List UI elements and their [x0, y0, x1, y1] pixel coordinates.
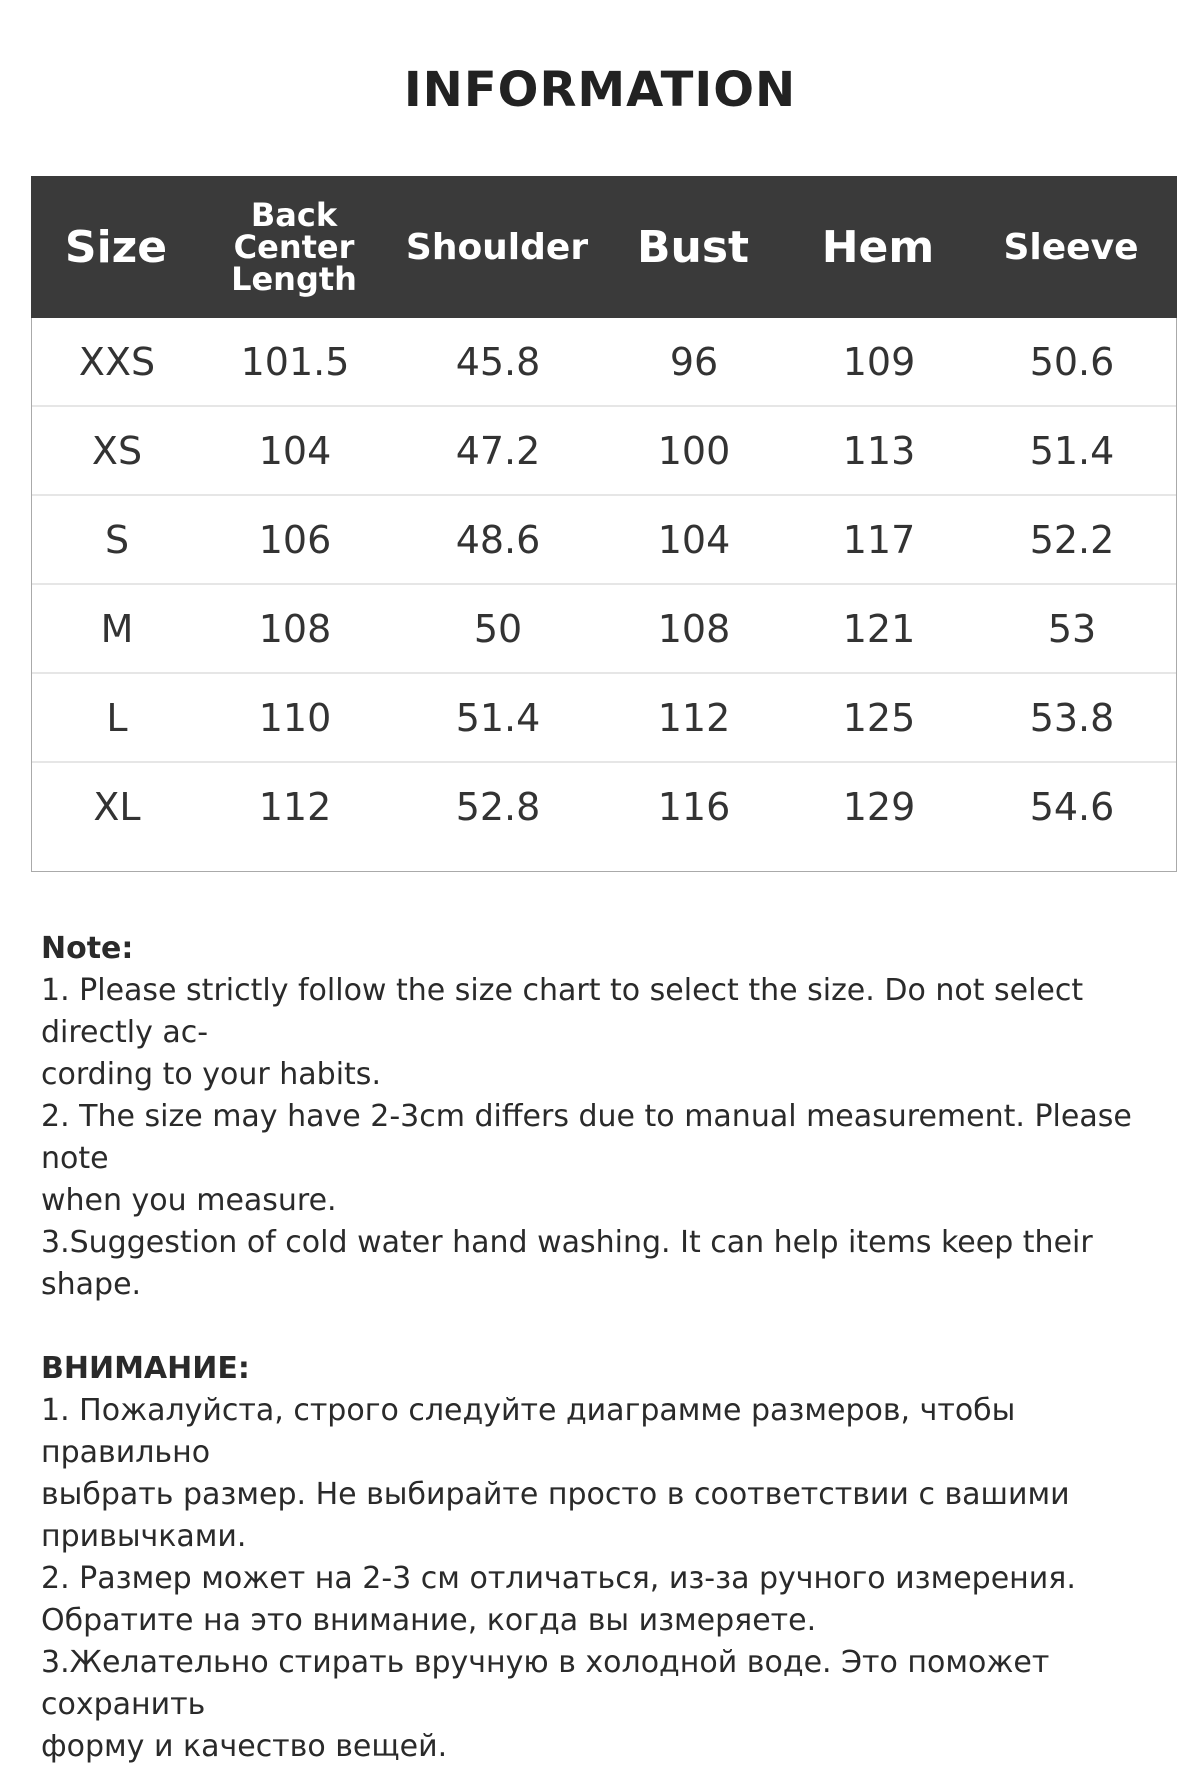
cell-hem: 121	[842, 606, 916, 651]
cell-size: XXS	[78, 339, 156, 384]
cell-shoulder: 52.8	[455, 784, 541, 829]
cell-sleeve: 50.6	[1029, 339, 1115, 384]
header-shoulder: Shoulder	[405, 226, 589, 268]
cell-bust: 116	[657, 784, 731, 829]
note-line: when you measure.	[41, 1183, 337, 1218]
cell-hem: 117	[842, 517, 916, 562]
note-english	[41, 928, 1171, 1306]
note-line-ru: 1. Пожалуйста, строго следуйте диаграмме размеров, чтобы правильно	[41, 1393, 1016, 1470]
note-line-ru: 2. Размер может на 2-3 см отличаться, из-за ручного измерения.	[41, 1561, 1076, 1596]
cell-back-center-length: 104	[258, 428, 332, 473]
cell-bust: 112	[657, 695, 731, 740]
cell-back-center-length: 110	[258, 695, 332, 740]
note-line: 3.Suggestion of cold water hand washing. It can help items keep their shape.	[41, 1225, 1093, 1302]
cell-hem: 125	[842, 695, 916, 740]
table-row	[32, 407, 1176, 496]
cell-shoulder: 48.6	[455, 517, 541, 562]
cell-shoulder: 45.8	[455, 339, 541, 384]
note-heading: Note:	[41, 931, 134, 966]
cell-back-center-length: 101.5	[240, 339, 350, 384]
note-russian	[41, 1348, 1171, 1768]
cell-shoulder: 51.4	[455, 695, 541, 740]
cell-sleeve: 54.6	[1029, 784, 1115, 829]
table-row	[32, 585, 1176, 674]
cell-size: XS	[91, 428, 143, 473]
table-row	[32, 763, 1176, 850]
table-body	[32, 318, 1176, 850]
cell-shoulder: 50	[473, 606, 523, 651]
cell-bust: 104	[657, 517, 731, 562]
notes-section	[41, 928, 1171, 1768]
cell-sleeve: 52.2	[1029, 517, 1115, 562]
cell-back-center-length: 106	[258, 517, 332, 562]
note-line-ru: привычками.	[41, 1519, 247, 1554]
cell-bust: 96	[669, 339, 719, 384]
table-row	[32, 318, 1176, 407]
cell-hem: 113	[842, 428, 916, 473]
cell-size: XL	[93, 784, 141, 829]
note-line-ru: форму и качество вещей.	[41, 1729, 448, 1764]
cell-sleeve: 51.4	[1029, 428, 1115, 473]
cell-back-center-length: 108	[258, 606, 332, 651]
cell-size: L	[106, 695, 128, 740]
page-title: INFORMATION	[403, 62, 797, 118]
table-row	[32, 496, 1176, 585]
header-hem: Hem	[821, 221, 935, 273]
table-row	[32, 674, 1176, 763]
header-back-center-length	[191, 176, 397, 318]
cell-bust: 108	[657, 606, 731, 651]
note-line-ru: Обратите на это внимание, когда вы измеряете.	[41, 1603, 817, 1638]
note-heading-ru: ВНИМАНИЕ:	[41, 1351, 250, 1386]
note-line-ru: выбрать размер. Не выбирайте просто в соответствии с вашими	[41, 1477, 1070, 1512]
cell-bust: 100	[657, 428, 731, 473]
cell-back-center-length: 112	[258, 784, 332, 829]
header-back-center-line1: Back Center	[233, 196, 355, 266]
cell-hem: 129	[842, 784, 916, 829]
note-line: 1. Please strictly follow the size chart to select the size. Do not select directly ac-	[41, 973, 1084, 1050]
cell-size: M	[100, 606, 134, 651]
note-line-ru: 3.Желательно стирать вручную в холодной воде. Это поможет сохранить	[41, 1645, 1050, 1722]
cell-sleeve: 53.8	[1029, 695, 1115, 740]
header-back-center-line2: Length	[231, 260, 357, 298]
size-chart-table	[31, 176, 1177, 872]
cell-shoulder: 47.2	[455, 428, 541, 473]
table-header-row	[31, 176, 1177, 318]
note-line: 2. The size may have 2-3cm differs due to manual measurement. Please note	[41, 1099, 1132, 1176]
header-sleeve: Sleeve	[1003, 226, 1139, 268]
cell-sleeve: 53	[1047, 606, 1097, 651]
note-line: cording to your habits.	[41, 1057, 381, 1092]
cell-size: S	[104, 517, 130, 562]
header-size: Size	[64, 221, 168, 273]
header-bust: Bust	[636, 221, 750, 273]
cell-hem: 109	[842, 339, 916, 384]
